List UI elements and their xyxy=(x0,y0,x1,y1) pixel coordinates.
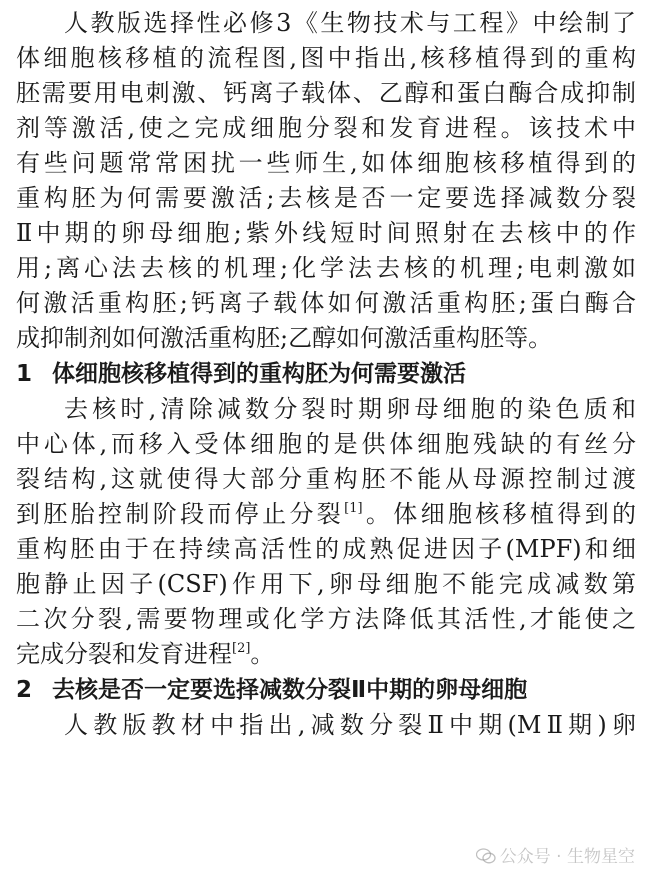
wechat-icon xyxy=(476,848,496,864)
text-line: 有些问题常常困扰一些师生,如体细胞核移植得到的 xyxy=(16,149,636,177)
text-line: 剂等激活,使之完成细胞分裂和发育进程。该技术中 xyxy=(16,114,636,142)
text-line: 去核时,清除减数分裂时期卵母细胞的染色质和 xyxy=(64,395,636,423)
text-segment: 到胚胎控制阶段而停止分裂 xyxy=(16,500,345,528)
intro-paragraph xyxy=(16,6,636,356)
text-line: 人教版教材中指出,减数分裂Ⅱ中期(MⅡ期)卵 xyxy=(64,711,636,739)
watermark xyxy=(476,842,635,867)
text-line: 成抑制剂如何激活重构胚;乙醇如何激活重构胚等。 xyxy=(16,324,553,352)
text-line: 裂结构,这就使得大部分重构胚不能从母源控制过渡 xyxy=(16,465,636,493)
text-line: 何激活重构胚;钙离子载体如何激活重构胚;蛋白酶合 xyxy=(16,289,636,317)
text-line: 中心体,而移入受体细胞的是供体细胞残缺的有丝分 xyxy=(16,430,636,458)
section-2-paragraph xyxy=(16,708,636,743)
text-segment: 完成分裂和发育进程 xyxy=(16,640,232,668)
text-line: 重构胚为何需要激活;去核是否一定要选择减数分裂 xyxy=(16,184,636,212)
section-title: 体细胞核移植得到的重构胚为何需要激活 xyxy=(52,361,466,387)
text-line: 胞静止因子(CSF)作用下,卵母细胞不能完成减数第 xyxy=(16,570,636,598)
article-page xyxy=(16,6,636,743)
section-1-paragraph xyxy=(16,392,636,672)
section-number: 2 xyxy=(16,677,33,703)
section-title: 去核是否一定要选择减数分裂Ⅱ中期的卵母细胞 xyxy=(52,677,528,703)
text-line: 胚需要用电刺激、钙离子载体、乙醇和蛋白酶合成抑制 xyxy=(16,79,636,107)
text-line: 重构胚由于在持续高活性的成熟促进因子(MPF)和细 xyxy=(16,535,636,563)
section-heading-2 xyxy=(16,672,636,708)
section-heading-1 xyxy=(16,356,636,392)
citation-ref[interactable]: [2] xyxy=(232,641,251,656)
text-line: 人教版选择性必修3《生物技术与工程》中绘制了 xyxy=(64,9,636,37)
text-line xyxy=(16,497,636,532)
text-line xyxy=(16,637,636,672)
text-segment: 。 xyxy=(250,640,275,668)
watermark-text: 公众号 · 生物星空 xyxy=(499,847,635,867)
text-line: Ⅱ中期的卵母细胞;紫外线短时间照射在去核中的作 xyxy=(16,219,636,247)
citation-ref[interactable]: [1] xyxy=(344,501,363,516)
text-segment: 。体细胞核移植得到的 xyxy=(362,500,636,528)
text-line: 二次分裂,需要物理或化学方法降低其活性,才能使之 xyxy=(16,605,636,633)
section-number: 1 xyxy=(16,361,33,387)
text-line: 体细胞核移植的流程图,图中指出,核移植得到的重构 xyxy=(16,44,636,72)
text-line: 用;离心法去核的机理;化学法去核的机理;电刺激如 xyxy=(16,254,636,282)
